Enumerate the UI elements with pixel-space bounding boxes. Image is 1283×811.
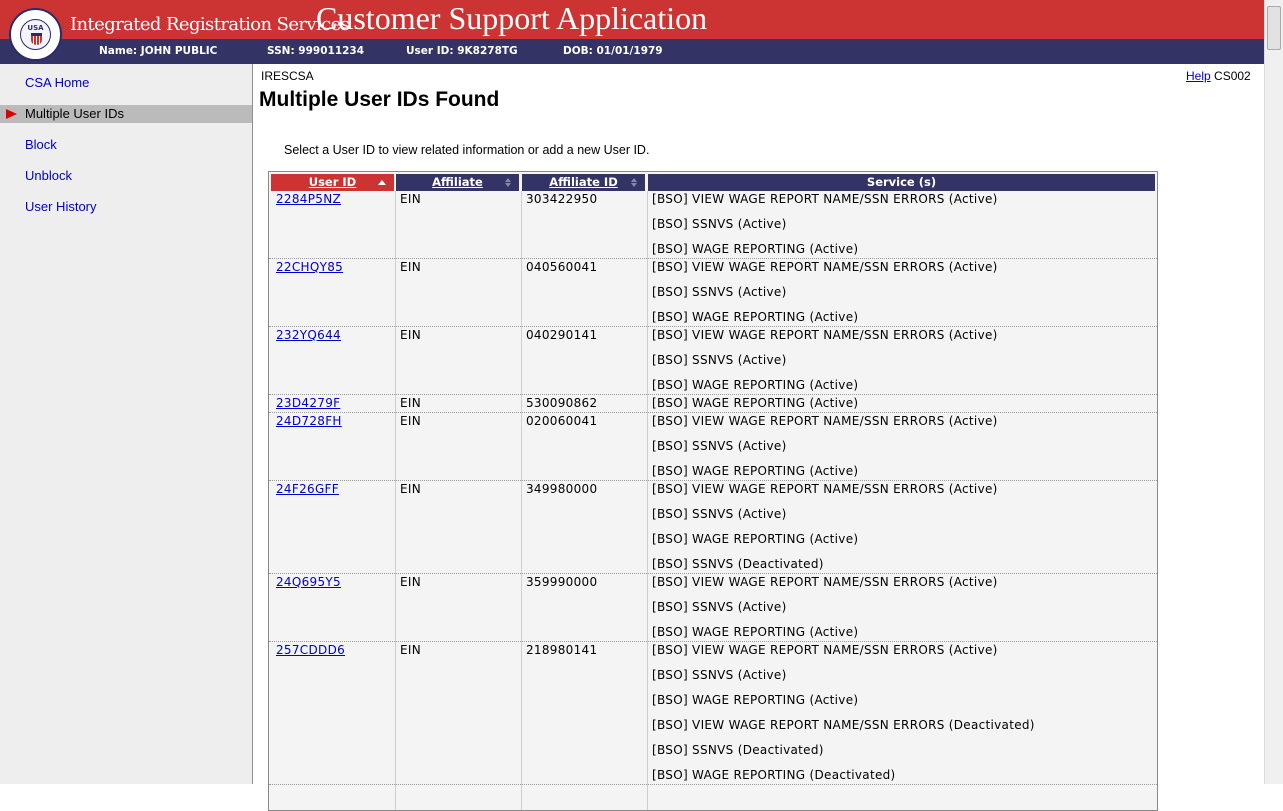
service-entry: [BSO] WAGE REPORTING (Active)	[652, 464, 859, 478]
app-group-title: Integrated Registration Services	[70, 14, 350, 35]
service-entry: [BSO] WAGE REPORTING (Deactivated)	[652, 768, 896, 782]
seal-emblem	[20, 19, 51, 50]
service-entry: [BSO] SSNVS (Active)	[652, 285, 787, 299]
user-ssn: SSN: 999011234	[267, 45, 365, 57]
services-cell	[652, 328, 998, 403]
services-cell	[652, 575, 998, 650]
column-header-affiliate-id[interactable]	[522, 174, 645, 191]
service-entry: [BSO] VIEW WAGE REPORT NAME/SSN ERRORS (Active)	[652, 643, 998, 657]
current-page-arrow-icon	[6, 109, 17, 119]
services-cell	[652, 643, 1035, 793]
column-header-label: Service (s)	[866, 175, 937, 189]
services-cell	[652, 260, 998, 335]
service-entry: [BSO] SSNVS (Active)	[652, 353, 787, 367]
affiliate-cell: EIN	[400, 414, 421, 428]
page-code: CS002	[1214, 69, 1251, 83]
service-entry: [BSO] SSNVS (Deactivated)	[652, 743, 824, 757]
service-entry: [BSO] VIEW WAGE REPORT NAME/SSN ERRORS (Active)	[652, 414, 998, 428]
user-id-link[interactable]: 257CDDD6	[276, 643, 346, 657]
user-id-link[interactable]: 23D4279F	[276, 396, 341, 410]
affiliate-id-cell: 349980000	[526, 482, 598, 496]
user-info-bar	[0, 39, 1264, 64]
affiliate-id-cell: 020060041	[526, 414, 598, 428]
service-entry: [BSO] WAGE REPORTING (Active)	[652, 242, 859, 256]
sort-ascending-icon	[378, 180, 386, 185]
sidebar-item-multiple-user-ids[interactable]	[0, 105, 252, 123]
affiliate-cell: EIN	[400, 192, 421, 206]
column-header-affiliate[interactable]	[396, 174, 519, 191]
app-title: Customer Support Application	[316, 0, 708, 36]
service-entry: [BSO] WAGE REPORTING (Active)	[652, 532, 859, 546]
top-banner	[0, 0, 1264, 39]
service-entry: [BSO] VIEW WAGE REPORT NAME/SSN ERRORS (Active)	[652, 575, 998, 589]
affiliate-cell: EIN	[400, 575, 421, 589]
service-entry: [BSO] WAGE REPORTING (Active)	[652, 693, 859, 707]
sort-icon	[505, 178, 513, 188]
affiliate-id-cell: 040290141	[526, 328, 598, 342]
table-row	[269, 574, 1157, 642]
affiliate-id-cell: 359990000	[526, 575, 598, 589]
user-dob: DOB: 01/01/1979	[563, 45, 663, 57]
seal-shield-icon	[31, 33, 42, 45]
services-cell	[652, 482, 998, 582]
service-entry: [BSO] SSNVS (Active)	[652, 217, 787, 231]
help-link[interactable]: Help	[1186, 69, 1211, 83]
service-entry: [BSO] WAGE REPORTING (Active)	[652, 310, 859, 324]
affiliate-cell: EIN	[400, 328, 421, 342]
service-entry: [BSO] WAGE REPORTING (Active)	[652, 625, 859, 639]
service-entry: [BSO] SSNVS (Active)	[652, 439, 787, 453]
sidebar-item-block[interactable]: Block	[25, 137, 57, 152]
scrollbar-thumb[interactable]	[1267, 6, 1281, 50]
sidebar-item-csa-home[interactable]: CSA Home	[25, 75, 90, 90]
service-entry: [BSO] WAGE REPORTING (Active)	[652, 396, 859, 410]
user-id-link[interactable]: 24D728FH	[276, 414, 342, 428]
ssa-seal-logo	[9, 8, 62, 61]
table-row	[269, 327, 1157, 395]
affiliate-cell: EIN	[400, 643, 421, 657]
user-id-link[interactable]: 2284P5NZ	[276, 192, 342, 206]
user-name: Name: JOHN PUBLIC	[99, 45, 218, 57]
affiliate-id-cell: 303422950	[526, 192, 598, 206]
table-row	[269, 395, 1157, 413]
service-entry: [BSO] VIEW WAGE REPORT NAME/SSN ERRORS (Active)	[652, 482, 998, 496]
service-entry: [BSO] VIEW WAGE REPORT NAME/SSN ERRORS (Active)	[652, 192, 998, 206]
seal-usa-text: USA	[27, 24, 44, 32]
service-entry: [BSO] SSNVS (Active)	[652, 668, 787, 682]
table-row	[269, 259, 1157, 327]
column-header-label: Affiliate ID	[549, 175, 618, 189]
table-row	[269, 413, 1157, 481]
service-entry: [BSO] VIEW WAGE REPORT NAME/SSN ERRORS (Active)	[652, 328, 998, 342]
services-cell	[652, 414, 998, 489]
affiliate-id-cell: 218980141	[526, 643, 598, 657]
user-id-link[interactable]: 24F26GFF	[276, 482, 339, 496]
affiliate-cell: EIN	[400, 482, 421, 496]
instructions-text: Select a User ID to view related information or add a new User ID.	[284, 143, 650, 157]
table-row	[269, 481, 1157, 574]
page-title: Multiple User IDs Found	[259, 88, 500, 111]
screen-code: IRESCSA	[261, 69, 314, 83]
user-id-link[interactable]: 22CHQY85	[276, 260, 344, 274]
column-header-services	[648, 174, 1155, 191]
column-header-user-id[interactable]	[271, 174, 394, 191]
sidebar-item-unblock[interactable]: Unblock	[25, 168, 72, 183]
affiliate-id-cell: 530090862	[526, 396, 598, 410]
affiliate-cell: EIN	[400, 260, 421, 274]
service-entry: [BSO] WAGE REPORTING (Active)	[652, 378, 859, 392]
sidebar-item-label: Multiple User IDs	[25, 106, 124, 121]
column-header-label: Affiliate	[432, 175, 483, 189]
table-row	[269, 642, 1157, 785]
service-entry: [BSO] SSNVS (Deactivated)	[652, 557, 824, 571]
sidebar	[0, 64, 253, 784]
service-entry: [BSO] VIEW WAGE REPORT NAME/SSN ERRORS (Deactivated)	[652, 718, 1035, 732]
vertical-scrollbar[interactable]	[1264, 0, 1283, 784]
user-id-link[interactable]: 232YQ644	[276, 328, 341, 342]
column-header-label: User ID	[308, 175, 357, 189]
service-entry: [BSO] SSNVS (Active)	[652, 600, 787, 614]
affiliate-id-cell: 040560041	[526, 260, 598, 274]
user-ids-table	[268, 171, 1158, 811]
affiliate-cell: EIN	[400, 396, 421, 410]
sidebar-item-user-history[interactable]: User History	[25, 199, 97, 214]
table-row	[269, 191, 1157, 259]
service-entry: [BSO] VIEW WAGE REPORT NAME/SSN ERRORS (Active)	[652, 260, 998, 274]
user-id-link[interactable]: 24Q695Y5	[276, 575, 341, 589]
service-entry: [BSO] SSNVS (Active)	[652, 507, 787, 521]
sort-icon	[631, 178, 639, 188]
services-cell	[652, 192, 998, 267]
user-id: User ID: 9K8278TG	[406, 45, 518, 57]
help-area	[1186, 69, 1251, 83]
